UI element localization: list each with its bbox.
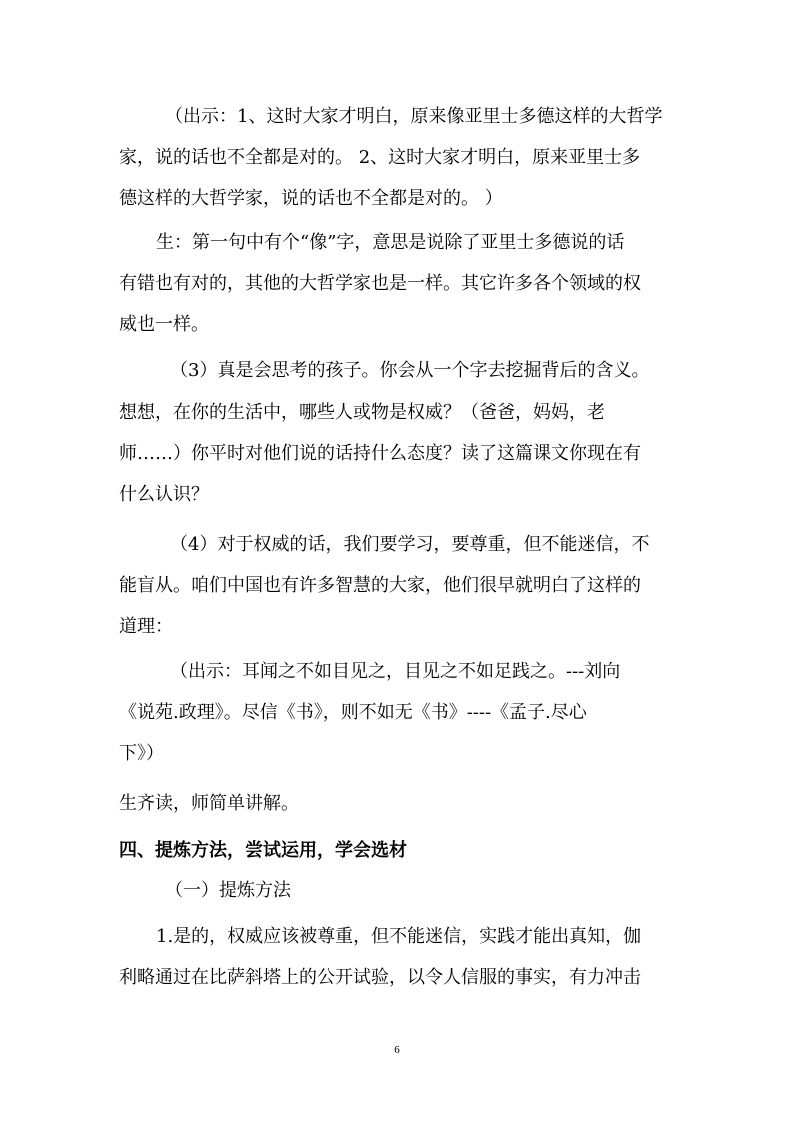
- paragraph-line: 生齐读，师简单讲解。: [119, 793, 299, 814]
- paragraph-line: 1.是的，权威应该被尊重，但不能迷信，实践才能出真知，伽: [156, 926, 642, 947]
- paragraph-line: 有错也有对的，其他的大哲学家也是一样。其它许多各个领域的权: [119, 273, 641, 294]
- quote-line: 《说苑.政理》。尽信《书》，则不如无《书》----《孟子.尽心: [119, 702, 587, 723]
- paragraph-line: （出示：1、这时大家才明白，原来像亚里士多德这样的大哲学: [165, 106, 663, 127]
- paragraph-line: 什么认识？: [119, 484, 209, 505]
- paragraph-line: 想想，在你的生活中，哪些人或物是权威？（爸爸，妈妈，老: [119, 402, 605, 423]
- paragraph-line: 道理：: [119, 616, 173, 637]
- quote-line: （出示：耳闻之不如目见之，目见之不如足践之。---刘向: [170, 661, 621, 682]
- paragraph-line: 德这样的大哲学家，说的话也不全都是对的。 ）: [119, 188, 503, 209]
- paragraph-line: 利略通过在比萨斜塔上的公开试验，以令人信服的事实，有力冲击: [119, 967, 641, 988]
- paragraph-line: 威也一样。: [119, 314, 209, 335]
- paragraph-line: （3）真是会思考的孩子。你会从一个字去挖掘背后的含义。: [170, 360, 650, 381]
- subsection-heading: （一）提炼方法: [165, 880, 291, 901]
- section-heading: 四、提炼方法，尝试运用，学会选材: [119, 840, 407, 861]
- paragraph-line: （4）对于权威的话，我们要学习，要尊重，但不能迷信，不: [170, 534, 650, 555]
- paragraph-line: 能盲从。咱们中国也有许多智慧的大家，他们很早就明白了这样的: [119, 575, 641, 596]
- page-number: 6: [394, 1044, 400, 1056]
- paragraph-line: 生：第一句中有个“像”字，意思是说除了亚里士多德说的话: [156, 232, 625, 253]
- paragraph-line: 师……）你平时对他们说的话持什么态度？读了这篇课文你现在有: [119, 443, 641, 464]
- paragraph-line: 家，说的话也不全都是对的。 2、这时大家才明白，原来亚里士多: [119, 147, 641, 168]
- quote-line: 下》）: [119, 743, 164, 764]
